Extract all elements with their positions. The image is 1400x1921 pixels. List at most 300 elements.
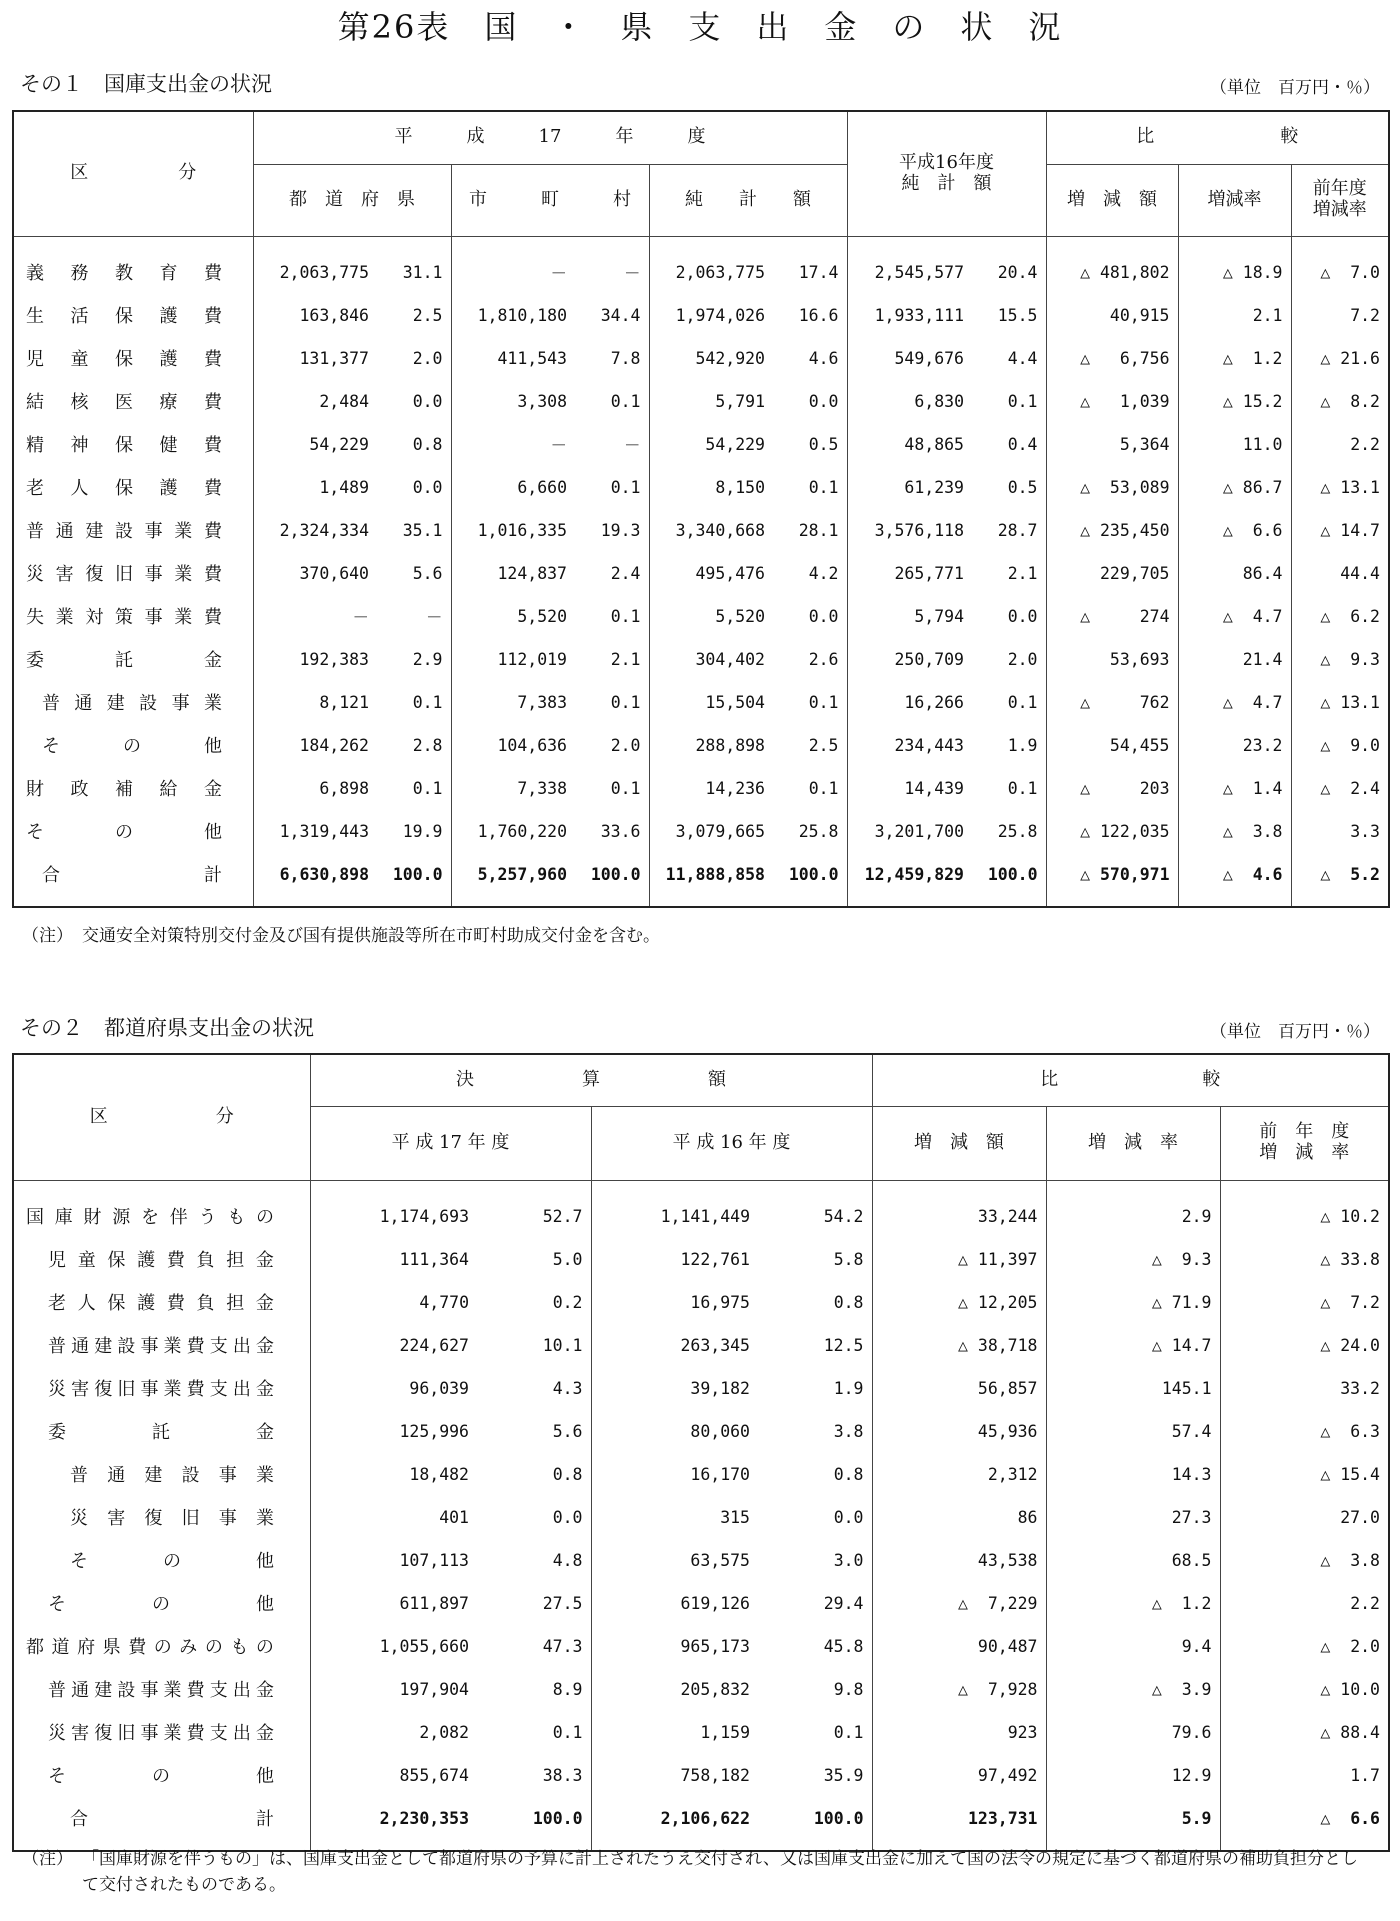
table-row xyxy=(13,337,1389,380)
value-cell: 7.8 xyxy=(575,337,649,380)
value-cell: 31.1 xyxy=(377,236,451,294)
value-cell: 104,636 xyxy=(497,735,567,755)
value-cell: 7,338 xyxy=(517,778,567,798)
value-cell: 2.8 xyxy=(377,724,451,767)
value-cell: 197,904 xyxy=(399,1679,469,1699)
value-cell: 163,846 xyxy=(299,305,369,325)
value-cell: 16,170 xyxy=(690,1464,750,1484)
page-title: 第26表 国 ・ 県 支 出 金 の 状 況 xyxy=(337,8,1063,46)
value-cell: 6,660 xyxy=(517,477,567,497)
national-treasury-table xyxy=(12,110,1390,908)
value-cell: 29.4 xyxy=(758,1582,872,1625)
value-cell: 100.0 xyxy=(758,1797,872,1851)
value-cell: 0.8 xyxy=(477,1453,591,1496)
value-cell: 100.0 xyxy=(972,853,1046,907)
value-cell: 54.2 xyxy=(758,1180,872,1238)
value-cell: △ 24.0 xyxy=(1220,1324,1389,1367)
value-cell: 40,915 xyxy=(1046,294,1178,337)
row-label-cell xyxy=(13,1410,310,1453)
value-cell: 111,364 xyxy=(399,1249,469,1269)
value-cell: △ 7.0 xyxy=(1291,236,1389,294)
value-cell: △ 570,971 xyxy=(1046,853,1178,907)
value-cell: 47.3 xyxy=(477,1625,591,1668)
value-cell: △ 3.9 xyxy=(1046,1668,1220,1711)
table-row xyxy=(13,853,1389,907)
value-cell: 20.4 xyxy=(972,236,1046,294)
value-cell: 122,761 xyxy=(680,1249,750,1269)
table-row xyxy=(13,1281,1389,1324)
value-cell: △ 33.8 xyxy=(1220,1238,1389,1281)
value-cell: 5,791 xyxy=(715,391,765,411)
header-junkei: 純 計 額 xyxy=(649,164,847,236)
value-cell: 54,455 xyxy=(1046,724,1178,767)
row-label: そ の 他 xyxy=(70,1551,274,1572)
value-cell: 15,504 xyxy=(705,692,765,712)
value-cell: － xyxy=(550,264,567,283)
section1-unit: （単位 百万円・％） xyxy=(1210,78,1380,98)
value-cell: 758,182 xyxy=(680,1765,750,1785)
value-cell: 27.0 xyxy=(1220,1496,1389,1539)
value-cell: 250,709 xyxy=(894,649,964,669)
value-cell: 0.4 xyxy=(972,423,1046,466)
value-cell: △ 3.8 xyxy=(1178,810,1291,853)
row-label: 普 通 建 設 事 業 費 支 出 金 xyxy=(48,1680,274,1701)
value-cell: 965,173 xyxy=(680,1636,750,1656)
value-cell: 80,060 xyxy=(690,1421,750,1441)
value-cell: 34.4 xyxy=(575,294,649,337)
value-cell: 131,377 xyxy=(299,348,369,368)
value-cell: △ 7.2 xyxy=(1220,1281,1389,1324)
value-cell: 54,229 xyxy=(309,434,369,454)
table-row xyxy=(13,423,1389,466)
header-todofuken: 都 道 府 県 xyxy=(253,164,451,236)
table-row xyxy=(13,1539,1389,1582)
value-cell: 63,575 xyxy=(690,1550,750,1570)
header-zougenritsu: 増減率 xyxy=(1178,164,1291,236)
value-cell: 7.2 xyxy=(1291,294,1389,337)
value-cell: 6,898 xyxy=(319,778,369,798)
table-row xyxy=(13,1238,1389,1281)
value-cell: 619,126 xyxy=(680,1593,750,1613)
row-label-cell xyxy=(13,236,253,294)
value-cell: 0.0 xyxy=(758,1496,872,1539)
value-cell: △ 6.6 xyxy=(1178,509,1291,552)
value-cell: 2,230,353 xyxy=(379,1808,469,1828)
value-cell: 100.0 xyxy=(575,853,649,907)
value-cell: － xyxy=(575,423,649,466)
value-cell: 549,676 xyxy=(894,348,964,368)
header2-kubun: 区 分 xyxy=(13,1054,310,1180)
value-cell: 2.6 xyxy=(773,638,847,681)
section2-unit: （単位 百万円・％） xyxy=(1210,1022,1380,1042)
value-cell: 2,082 xyxy=(419,1722,469,1742)
value-cell: 184,262 xyxy=(299,735,369,755)
value-cell: △ 1.2 xyxy=(1046,1582,1220,1625)
value-cell: 0.0 xyxy=(773,380,847,423)
row-label: そ の 他 xyxy=(42,736,222,757)
table-row xyxy=(13,509,1389,552)
section1-header xyxy=(20,64,1390,98)
row-label: 財 政 補 給 金 xyxy=(26,779,222,800)
value-cell: 1,319,443 xyxy=(279,821,369,841)
value-cell: 2,063,775 xyxy=(279,262,369,282)
value-cell: 5,257,960 xyxy=(477,864,567,884)
value-cell: 0.1 xyxy=(773,681,847,724)
value-cell: 28.7 xyxy=(972,509,1046,552)
value-cell: △ 9.3 xyxy=(1046,1238,1220,1281)
section2-table-body xyxy=(13,1180,1389,1851)
value-cell: 0.1 xyxy=(575,380,649,423)
value-cell: 56,857 xyxy=(872,1367,1046,1410)
value-cell: 229,705 xyxy=(1046,552,1178,595)
value-cell: 265,771 xyxy=(894,563,964,583)
value-cell: △ 9.0 xyxy=(1291,724,1389,767)
value-cell: 2.0 xyxy=(575,724,649,767)
value-cell: 0.1 xyxy=(377,767,451,810)
value-cell: 2,545,577 xyxy=(874,262,964,282)
value-cell: 4.6 xyxy=(773,337,847,380)
value-cell: 192,383 xyxy=(299,649,369,669)
value-cell: △ 8.2 xyxy=(1291,380,1389,423)
table-row xyxy=(13,1668,1389,1711)
value-cell: △ 481,802 xyxy=(1046,236,1178,294)
value-cell: 1,489 xyxy=(319,477,369,497)
section2-note-mark: （注） xyxy=(22,1849,73,1869)
value-cell: 52.7 xyxy=(477,1180,591,1238)
value-cell: 2.4 xyxy=(575,552,649,595)
value-cell: △ 2.0 xyxy=(1220,1625,1389,1668)
row-label: そ の 他 xyxy=(48,1594,274,1615)
value-cell: 145.1 xyxy=(1046,1367,1220,1410)
value-cell: 90,487 xyxy=(872,1625,1046,1668)
row-label: 失 業 対 策 事 業 費 xyxy=(26,607,222,628)
value-cell: △ 86.7 xyxy=(1178,466,1291,509)
row-label-cell xyxy=(13,1324,310,1367)
value-cell: △ 15.2 xyxy=(1178,380,1291,423)
value-cell: 2.2 xyxy=(1291,423,1389,466)
value-cell: 4.2 xyxy=(773,552,847,595)
row-label: 普 通 建 設 事 業 費 支 出 金 xyxy=(48,1336,274,1357)
row-label-cell xyxy=(13,1238,310,1281)
value-cell: 5,520 xyxy=(715,606,765,626)
value-cell: － xyxy=(377,595,451,638)
value-cell: 1,159 xyxy=(700,1722,750,1742)
value-cell: △ 14.7 xyxy=(1291,509,1389,552)
table-row xyxy=(13,1711,1389,1754)
value-cell: △ 7,229 xyxy=(872,1582,1046,1625)
value-cell: 1,810,180 xyxy=(477,305,567,325)
value-cell: 5,520 xyxy=(517,606,567,626)
value-cell: △ 88.4 xyxy=(1220,1711,1389,1754)
value-cell: 35.9 xyxy=(758,1754,872,1797)
value-cell: 1,174,693 xyxy=(379,1206,469,1226)
value-cell: △ 5.2 xyxy=(1291,853,1389,907)
row-label: 災 害 復 旧 事 業 費 xyxy=(26,564,222,585)
row-label-cell xyxy=(13,1367,310,1410)
value-cell: 1.7 xyxy=(1220,1754,1389,1797)
row-label-cell xyxy=(13,1754,310,1797)
value-cell: 17.4 xyxy=(773,236,847,294)
section1-title: その１ 国庫支出金の状況 xyxy=(20,72,272,96)
value-cell: 3.3 xyxy=(1291,810,1389,853)
row-label-cell xyxy=(13,595,253,638)
section1-note-text: 交通安全対策特別交付金及び国有提供施設等所在市町村助成交付金を含む。 xyxy=(82,926,660,946)
value-cell: 3,308 xyxy=(517,391,567,411)
value-cell: 97,492 xyxy=(872,1754,1046,1797)
value-cell: 14,236 xyxy=(705,778,765,798)
value-cell: △ 1.2 xyxy=(1178,337,1291,380)
value-cell: △ 6,756 xyxy=(1046,337,1178,380)
value-cell: 16.6 xyxy=(773,294,847,337)
value-cell: 0.1 xyxy=(575,767,649,810)
value-cell: 79.6 xyxy=(1046,1711,1220,1754)
value-cell: 0.1 xyxy=(575,466,649,509)
header2-hikaku: 比 較 xyxy=(872,1054,1389,1106)
value-cell: 2.0 xyxy=(377,337,451,380)
value-cell: △ 10.2 xyxy=(1220,1180,1389,1238)
value-cell: 2.9 xyxy=(377,638,451,681)
value-cell: 35.1 xyxy=(377,509,451,552)
row-label: 災 害 復 旧 事 業 費 支 出 金 xyxy=(48,1379,274,1400)
row-label: 老 人 保 護 費 負 担 金 xyxy=(48,1293,274,1314)
table-row xyxy=(13,1367,1389,1410)
value-cell: 2.1 xyxy=(1178,294,1291,337)
value-cell: － xyxy=(550,436,567,455)
value-cell: 495,476 xyxy=(695,563,765,583)
value-cell: 25.8 xyxy=(972,810,1046,853)
value-cell: 0.1 xyxy=(477,1711,591,1754)
value-cell: △ 53,089 xyxy=(1046,466,1178,509)
value-cell: 48,865 xyxy=(904,434,964,454)
header-h17: 平 成 17 年 度 xyxy=(253,111,847,164)
value-cell: △ 13.1 xyxy=(1291,681,1389,724)
value-cell: 0.1 xyxy=(758,1711,872,1754)
section1-note-mark: （注） xyxy=(22,926,73,946)
value-cell: 39,182 xyxy=(690,1378,750,1398)
value-cell: 107,113 xyxy=(399,1550,469,1570)
value-cell: 0.5 xyxy=(972,466,1046,509)
header-hikaku: 比 較 xyxy=(1046,111,1389,164)
section2-title: その２ 都道府県支出金の状況 xyxy=(20,1016,314,1040)
header2-h17: 平 成 17 年 度 xyxy=(310,1106,591,1180)
row-label: 委 託 金 xyxy=(48,1422,274,1443)
row-label: 児 童 保 護 費 xyxy=(26,349,222,370)
value-cell: △ 1,039 xyxy=(1046,380,1178,423)
section2-note-text: 「国庫財源を伴うもの」は、国庫支出金として都道府県の予算に計上されたうえ交付され、又は国庫支出金に加えて国の法令の規定に基づく都道府県の補助負担分として交付されたものである。 xyxy=(82,1849,1359,1895)
value-cell: 855,674 xyxy=(399,1765,469,1785)
value-cell: 125,996 xyxy=(399,1421,469,1441)
header-kubun: 区 分 xyxy=(13,111,253,236)
value-cell: 8,150 xyxy=(715,477,765,497)
row-label-cell xyxy=(13,638,253,681)
value-cell: 3,340,668 xyxy=(675,520,765,540)
value-cell: 0.1 xyxy=(972,681,1046,724)
header2-zennendo: 前 年 度 増 減 率 xyxy=(1220,1106,1389,1180)
value-cell: △ 6.2 xyxy=(1291,595,1389,638)
value-cell: 4.4 xyxy=(972,337,1046,380)
value-cell: 8.9 xyxy=(477,1668,591,1711)
header2-zougenritsu: 増 減 率 xyxy=(1046,1106,1220,1180)
value-cell: 18,482 xyxy=(409,1464,469,1484)
table-row xyxy=(13,236,1389,294)
row-label-cell xyxy=(13,423,253,466)
value-cell: 9.8 xyxy=(758,1668,872,1711)
header-h16-junkei: 平成16年度 純 計 額 xyxy=(847,111,1046,236)
value-cell: 7,383 xyxy=(517,692,567,712)
value-cell: 16,975 xyxy=(690,1292,750,1312)
value-cell: 19.9 xyxy=(377,810,451,853)
row-label: そ の 他 xyxy=(26,822,222,843)
value-cell: 61,239 xyxy=(904,477,964,497)
value-cell: △ 13.1 xyxy=(1291,466,1389,509)
value-cell: 5.8 xyxy=(758,1238,872,1281)
value-cell: △ 4.7 xyxy=(1178,681,1291,724)
value-cell: 288,898 xyxy=(695,735,765,755)
value-cell: 0.1 xyxy=(575,595,649,638)
table-row xyxy=(13,724,1389,767)
value-cell: 1,141,449 xyxy=(660,1206,750,1226)
table-row xyxy=(13,810,1389,853)
row-label: 都 道 府 県 費 の み の も の xyxy=(26,1637,274,1658)
value-cell: 112,019 xyxy=(497,649,567,669)
table-row xyxy=(13,1324,1389,1367)
value-cell: △ 6.6 xyxy=(1220,1797,1389,1851)
row-label-cell xyxy=(13,294,253,337)
table-row xyxy=(13,1453,1389,1496)
row-label: 災 害 復 旧 事 業 xyxy=(70,1508,274,1529)
value-cell: 0.1 xyxy=(773,466,847,509)
table-row xyxy=(13,466,1389,509)
value-cell: 2,484 xyxy=(319,391,369,411)
value-cell: 27.3 xyxy=(1046,1496,1220,1539)
value-cell: 86 xyxy=(872,1496,1046,1539)
table-row xyxy=(13,1625,1389,1668)
value-cell: 100.0 xyxy=(773,853,847,907)
row-label-cell xyxy=(13,1281,310,1324)
value-cell: 45,936 xyxy=(872,1410,1046,1453)
value-cell: 4.3 xyxy=(477,1367,591,1410)
row-label-cell xyxy=(13,853,253,907)
row-label-cell xyxy=(13,724,253,767)
value-cell: 1,055,660 xyxy=(379,1636,469,1656)
table-row xyxy=(13,1754,1389,1797)
value-cell: 0.1 xyxy=(972,767,1046,810)
value-cell: 3.8 xyxy=(758,1410,872,1453)
value-cell: 15.5 xyxy=(972,294,1046,337)
value-cell: 33,244 xyxy=(872,1180,1046,1238)
value-cell: 2.1 xyxy=(575,638,649,681)
value-cell: 12,459,829 xyxy=(864,864,964,884)
value-cell: 0.0 xyxy=(377,380,451,423)
row-label: そ の 他 xyxy=(48,1766,274,1787)
value-cell: 3.0 xyxy=(758,1539,872,1582)
row-label: 義 務 教 育 費 xyxy=(26,263,222,284)
value-cell: △ 14.7 xyxy=(1046,1324,1220,1367)
value-cell: 57.4 xyxy=(1046,1410,1220,1453)
value-cell: 2.9 xyxy=(1046,1180,1220,1238)
value-cell: △ 274 xyxy=(1046,595,1178,638)
value-cell: 234,443 xyxy=(894,735,964,755)
value-cell: △ 18.9 xyxy=(1178,236,1291,294)
value-cell: △ 4.7 xyxy=(1178,595,1291,638)
value-cell: 2,312 xyxy=(872,1453,1046,1496)
value-cell: 27.5 xyxy=(477,1582,591,1625)
value-cell: 5,364 xyxy=(1046,423,1178,466)
section2-note xyxy=(22,1847,1372,1898)
value-cell: 3,201,700 xyxy=(874,821,964,841)
value-cell: 0.1 xyxy=(972,380,1046,423)
value-cell: 12.9 xyxy=(1046,1754,1220,1797)
value-cell: 6,830 xyxy=(914,391,964,411)
section2-header xyxy=(20,1008,1390,1042)
section1-table-body xyxy=(13,236,1389,907)
value-cell: 0.8 xyxy=(758,1281,872,1324)
value-cell: 10.1 xyxy=(477,1324,591,1367)
value-cell: △ 21.6 xyxy=(1291,337,1389,380)
value-cell: 2.2 xyxy=(1220,1582,1389,1625)
value-cell: 401 xyxy=(439,1507,469,1527)
value-cell: 0.8 xyxy=(377,423,451,466)
value-cell: 2.5 xyxy=(377,294,451,337)
value-cell: 33.6 xyxy=(575,810,649,853)
value-cell: 0.0 xyxy=(972,595,1046,638)
value-cell: 4,770 xyxy=(419,1292,469,1312)
value-cell: △ 235,450 xyxy=(1046,509,1178,552)
value-cell: 315 xyxy=(720,1507,750,1527)
value-cell: 370,640 xyxy=(299,563,369,583)
table-row xyxy=(13,638,1389,681)
value-cell: 5,794 xyxy=(914,606,964,626)
value-cell: 0.1 xyxy=(377,681,451,724)
table-row xyxy=(13,294,1389,337)
value-cell: 23.2 xyxy=(1178,724,1291,767)
value-cell: △ 7,928 xyxy=(872,1668,1046,1711)
value-cell: △ 122,035 xyxy=(1046,810,1178,853)
row-label-cell xyxy=(13,1496,310,1539)
value-cell: 0.8 xyxy=(758,1453,872,1496)
value-cell: 224,627 xyxy=(399,1335,469,1355)
value-cell: 68.5 xyxy=(1046,1539,1220,1582)
row-label: 合 計 xyxy=(42,865,222,886)
value-cell: 9.4 xyxy=(1046,1625,1220,1668)
value-cell: 14.3 xyxy=(1046,1453,1220,1496)
value-cell: 263,345 xyxy=(680,1335,750,1355)
header2-zougengaku: 増 減 額 xyxy=(872,1106,1046,1180)
row-label: 結 核 医 療 費 xyxy=(26,392,222,413)
value-cell: △ 71.9 xyxy=(1046,1281,1220,1324)
row-label: 普 通 建 設 事 業 xyxy=(42,693,222,714)
value-cell: 0.0 xyxy=(377,466,451,509)
header2-h16: 平 成 16 年 度 xyxy=(591,1106,872,1180)
row-label-cell xyxy=(13,1453,310,1496)
row-label: 老 人 保 護 費 xyxy=(26,478,222,499)
value-cell: 21.4 xyxy=(1178,638,1291,681)
value-cell: △ 15.4 xyxy=(1220,1453,1389,1496)
row-label-cell xyxy=(13,810,253,853)
value-cell: 1.9 xyxy=(972,724,1046,767)
value-cell: 5.9 xyxy=(1046,1797,1220,1851)
value-cell: 6,630,898 xyxy=(279,864,369,884)
value-cell: 28.1 xyxy=(773,509,847,552)
value-cell: 14,439 xyxy=(904,778,964,798)
value-cell: 38.3 xyxy=(477,1754,591,1797)
table-row xyxy=(13,380,1389,423)
row-label-cell xyxy=(13,552,253,595)
value-cell: 1.9 xyxy=(758,1367,872,1410)
value-cell: 2.1 xyxy=(972,552,1046,595)
value-cell: 19.3 xyxy=(575,509,649,552)
row-label-cell xyxy=(13,1625,310,1668)
